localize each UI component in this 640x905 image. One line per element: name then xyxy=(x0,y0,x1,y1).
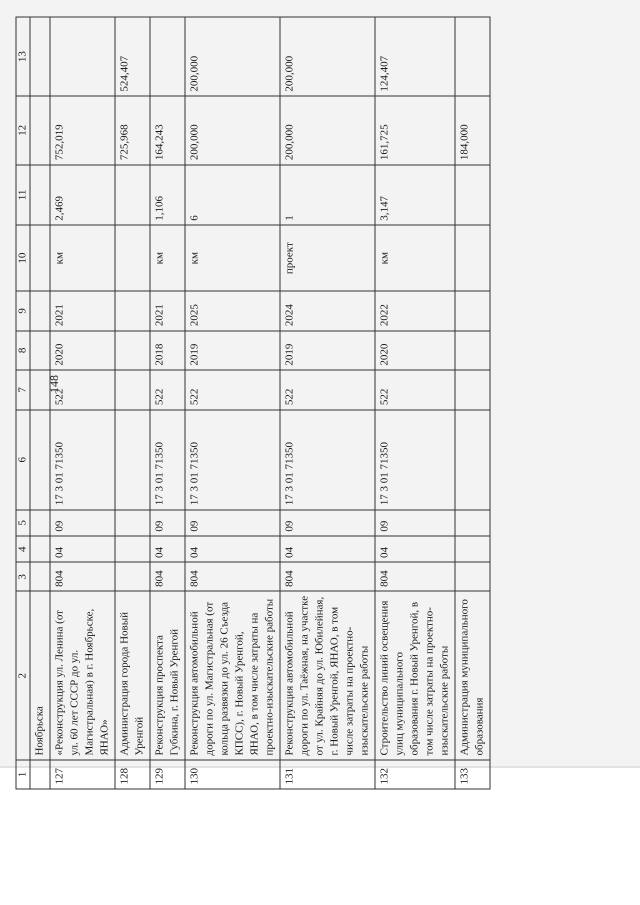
object-name: Администрация муниципального образования xyxy=(455,591,490,760)
header-cell: 11 xyxy=(16,165,30,226)
city-row xyxy=(30,17,50,789)
header-cell: 12 xyxy=(16,96,30,165)
cell xyxy=(455,370,490,410)
cell: 725,968 xyxy=(115,96,150,165)
cell xyxy=(115,165,150,226)
cell xyxy=(455,165,490,226)
cell xyxy=(455,291,490,331)
cell: 804 xyxy=(375,562,455,591)
row-number: 131 xyxy=(280,760,375,789)
table-row xyxy=(115,17,150,789)
cell: 804 xyxy=(150,562,185,591)
cell: 522 xyxy=(50,370,115,410)
row-number: 133 xyxy=(455,760,490,789)
cell: 522 xyxy=(375,370,455,410)
cell: 17 3 01 71350 xyxy=(50,410,115,510)
cell: 2020 xyxy=(375,331,455,371)
object-name: Реконструкция автомобильной дороги по ул. Таёжная, на участке от ул. Крайняя до ул. Юбилейная, г. Новый Уренгой, ЯНАО, в том числе затраты на проектно-изыскательские работы xyxy=(280,591,375,760)
cell: 09 xyxy=(50,510,115,536)
city-name: Ноябрьска xyxy=(30,591,50,760)
cell: 161,725 xyxy=(375,96,455,165)
table-row xyxy=(150,17,185,789)
object-name: «Реконструкция ул. Ленина (от ул. 60 лет СССР до ул. Магистральная) в г. Ноябрьске, ЯНАО» xyxy=(50,591,115,760)
budget-table-rotated xyxy=(16,17,486,790)
header-cell: 1 xyxy=(16,760,30,789)
cell: 2021 xyxy=(50,291,115,331)
cell xyxy=(455,536,490,562)
cell xyxy=(150,17,185,96)
cell: 17 3 01 71350 xyxy=(280,410,375,510)
cell: 200,000 xyxy=(280,96,375,165)
cell xyxy=(115,562,150,591)
cell: 200,000 xyxy=(185,17,280,96)
cell: 200,000 xyxy=(185,96,280,165)
cell xyxy=(115,536,150,562)
cell: 09 xyxy=(150,510,185,536)
table-row xyxy=(375,17,455,789)
cell: 04 xyxy=(150,536,185,562)
cell: 164,243 xyxy=(150,96,185,165)
cell xyxy=(455,17,490,96)
object-name: Администрация города Новый Уренгой xyxy=(115,591,150,760)
cell: 804 xyxy=(50,562,115,591)
cell: 04 xyxy=(185,536,280,562)
cell: 804 xyxy=(185,562,280,591)
header-cell: 4 xyxy=(16,536,30,562)
cell: км xyxy=(185,225,280,291)
object-name: Реконструкция проспекта Губкина, г. Новый Уренгой xyxy=(150,591,185,760)
cell: 2024 xyxy=(280,291,375,331)
header-cell: 10 xyxy=(16,225,30,291)
cell: проект xyxy=(280,225,375,291)
header-cell: 8 xyxy=(16,331,30,371)
cell: 2025 xyxy=(185,291,280,331)
cell: 09 xyxy=(375,510,455,536)
cell xyxy=(455,410,490,510)
cell xyxy=(115,291,150,331)
cell: 522 xyxy=(150,370,185,410)
cell xyxy=(115,331,150,371)
cell: 09 xyxy=(185,510,280,536)
cell: 2019 xyxy=(185,331,280,371)
cell: 124,407 xyxy=(375,17,455,96)
cell: 522 xyxy=(185,370,280,410)
budget-table xyxy=(16,17,491,790)
cell: 2022 xyxy=(375,291,455,331)
header-cell: 9 xyxy=(16,291,30,331)
cell: 2019 xyxy=(280,331,375,371)
header-cell: 7 xyxy=(16,370,30,410)
cell: 1,106 xyxy=(150,165,185,226)
row-number: 128 xyxy=(115,760,150,789)
cell: 2021 xyxy=(150,291,185,331)
object-name: Строительство линий освещения улиц муниципального образования г. Новый Уренгой, в том числе затраты на проектно-изыскательские работы xyxy=(375,591,455,760)
object-name: Реконструкция автомобильной дороги по ул. Магистральная (от кольца развязки до ул. 26 Съезда КПСС), г. Новый Уренгой, ЯНАО, в том числе затраты на проектно-изыскательские работы xyxy=(185,591,280,760)
cell: 1 xyxy=(280,165,375,226)
header-cell: 6 xyxy=(16,410,30,510)
cell xyxy=(115,410,150,510)
table-row xyxy=(50,17,115,789)
cell: км xyxy=(50,225,115,291)
cell: 752,019 xyxy=(50,96,115,165)
cell xyxy=(50,17,115,96)
cell: 804 xyxy=(280,562,375,591)
header-cell: 5 xyxy=(16,510,30,536)
row-number: 129 xyxy=(150,760,185,789)
table-row xyxy=(280,17,375,789)
cell: 524,407 xyxy=(115,17,150,96)
cell: 2020 xyxy=(50,331,115,371)
cell: км xyxy=(150,225,185,291)
header-cell: 13 xyxy=(16,17,30,96)
cell: 17 3 01 71350 xyxy=(150,410,185,510)
header-cell: 2 xyxy=(16,591,30,760)
cell xyxy=(115,510,150,536)
row-number: 132 xyxy=(375,760,455,789)
header-cell: 3 xyxy=(16,562,30,591)
cell: 2,469 xyxy=(50,165,115,226)
cell: 04 xyxy=(280,536,375,562)
cell xyxy=(115,225,150,291)
cell xyxy=(455,510,490,536)
cell: 04 xyxy=(375,536,455,562)
row-number: 130 xyxy=(185,760,280,789)
table-row xyxy=(185,17,280,789)
cell xyxy=(455,225,490,291)
cell: 17 3 01 71350 xyxy=(375,410,455,510)
cell: 200,000 xyxy=(280,17,375,96)
cell: 3,147 xyxy=(375,165,455,226)
page-number: 148 xyxy=(47,375,61,393)
cell: 09 xyxy=(280,510,375,536)
cell: 522 xyxy=(280,370,375,410)
header-row xyxy=(16,17,30,789)
cell: 2018 xyxy=(150,331,185,371)
cell xyxy=(115,370,150,410)
cell xyxy=(455,331,490,371)
cell: 17 3 01 71350 xyxy=(185,410,280,510)
row-number: 127 xyxy=(50,760,115,789)
cell: 6 xyxy=(185,165,280,226)
cell: км xyxy=(375,225,455,291)
table-row xyxy=(455,17,490,789)
cell xyxy=(455,562,490,591)
cell: 04 xyxy=(50,536,115,562)
cell: 184,000 xyxy=(455,96,490,165)
